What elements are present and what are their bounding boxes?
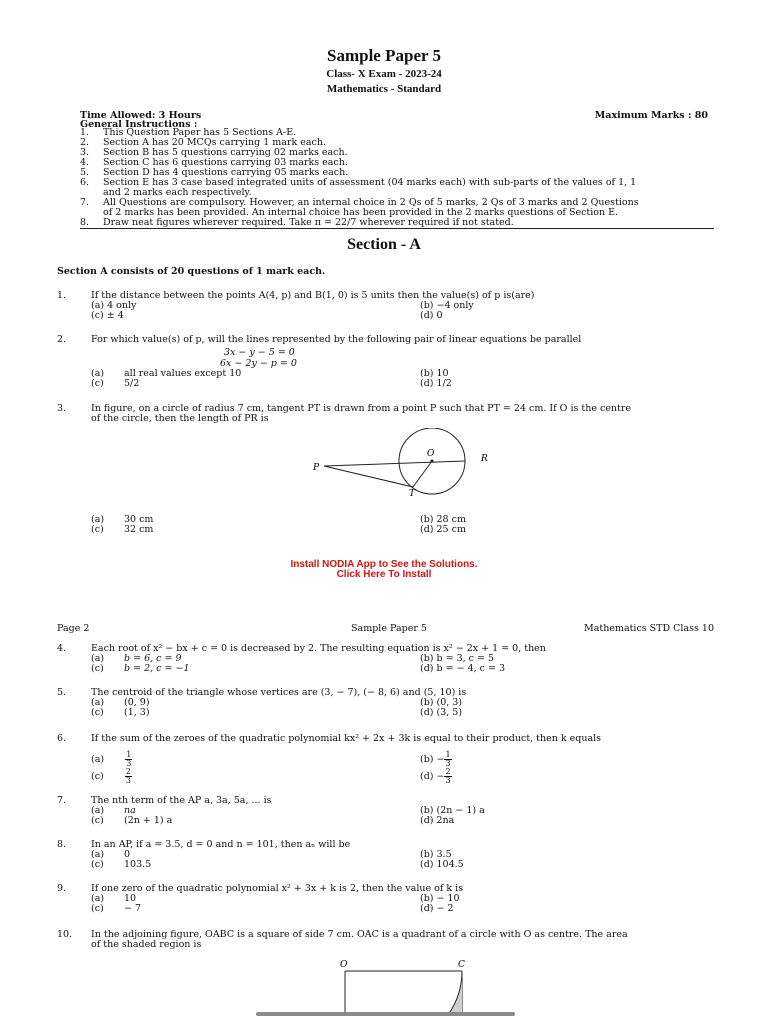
q6-option-c: (c) $\frac{2}{3}$ [91, 767, 131, 785]
q10-text: In the adjoining figure, OABC is a square of side 7 cm. OAC is a quadrant of a circle with O as centre. The area [91, 929, 628, 940]
q3-option-c: 32 cm [124, 524, 154, 535]
q5-option-b: (b) (0, 3) [420, 697, 463, 708]
q8-option-c-label: (c) [91, 859, 104, 870]
q9-number: 9. [57, 883, 67, 894]
running-title: Sample Paper 5 [351, 623, 427, 634]
q6-number: 6. [57, 733, 67, 744]
section-title: Section - A [347, 236, 421, 253]
q6-option-a: (a) $\frac{1}{3}$ [91, 750, 132, 768]
q3-text-line2: of the circle, then the length of PR is [91, 413, 269, 424]
fraction: $\frac{1}{3}$ [445, 750, 451, 768]
section-intro: Section A consists of 20 questions of 1 mark each. [57, 266, 326, 277]
q1-option-d: (d) 0 [420, 310, 443, 321]
time-allowed: Time Allowed: 3 Hours [80, 110, 202, 121]
q2-option-a-label: (a) [91, 368, 105, 379]
instruction-item: 3. Section B has 5 questions carrying 02 marks each. [80, 147, 348, 158]
label-c: C [458, 960, 465, 970]
q2-option-c: 5/2 [124, 378, 140, 389]
instruction-item: of 2 marks has been provided. An internal choice has been provided in the 2 marks questions of Section E. [103, 207, 619, 218]
q3-number: 3. [57, 403, 67, 414]
q4-option-b: (b) b = 3, c = 5 [420, 653, 495, 664]
click-to-install-link[interactable]: Click Here To Install [336, 569, 432, 580]
instruction-item: 5. Section D has 4 questions carrying 05 marks each. [80, 167, 349, 178]
q7-option-a: na [124, 805, 136, 816]
horizontal-scrollbar[interactable] [256, 1012, 515, 1016]
q9-option-a: 10 [124, 893, 137, 904]
q9-option-a-label: (a) [91, 893, 105, 904]
q7-option-b: (b) (2n − 1) a [420, 805, 485, 816]
q1-option-c: (c) ± 4 [91, 310, 124, 321]
q9-option-d: (d) − 2 [420, 903, 454, 914]
q8-option-b: (b) 3.5 [420, 849, 452, 860]
q3-option-a-label: (a) [91, 514, 105, 525]
q2-number: 2. [57, 334, 67, 345]
q3-option-a: 30 cm [124, 514, 154, 525]
q7-option-c-label: (c) [91, 815, 104, 826]
q6-option-d: (d) − $\frac{2}{3}$ [420, 767, 451, 785]
q10-text-line2: of the shaded region is [91, 939, 202, 950]
q1-option-b: (b) −4 only [420, 300, 474, 311]
q7-text: The nth term of the AP a, 3a, 5a, ... is [91, 795, 272, 806]
fraction: $\frac{1}{3}$ [126, 750, 132, 768]
instruction-item: 6. Section E has 3 case based integrated units of assessment (04 marks each) with sub-parts of the values of 1, 1 [80, 177, 637, 188]
subject-line: Mathematics - Standard [326, 83, 442, 95]
install-app-link[interactable]: Install NODIA App to See the Solutions. [290, 559, 478, 570]
q8-option-a-label: (a) [91, 849, 105, 860]
q8-text: In an AP, if a = 3.5, d = 0 and n = 101, then aₙ will be [91, 839, 351, 850]
q3-option-d: (d) 25 cm [420, 524, 466, 535]
instruction-list [80, 128, 639, 228]
label-o: O [427, 449, 435, 459]
instruction-item: 8. Draw neat figures wherever required. Take π = 22/7 wherever required if not stated. [80, 217, 514, 228]
q3-text: In figure, on a circle of radius 7 cm, tangent PT is drawn from a point P such that PT = 24 cm. If O is the centre [91, 403, 632, 414]
q5-option-c: (1, 3) [124, 707, 150, 718]
label-p: P [313, 463, 320, 473]
q4-option-a-label: (a) [91, 653, 105, 664]
instruction-item: 7. All Questions are compulsory. However, an internal choice in 2 Qs of 5 marks, 2 Qs of 3 marks and 2 Questions [80, 197, 639, 208]
paper-title: Sample Paper 5 [327, 46, 441, 65]
q2-equation-2: 6x − 2y − p = 0 [220, 358, 297, 369]
q2-equation-1: 3x − y − 5 = 0 [224, 347, 295, 358]
q4-text: Each root of x² − bx + c = 0 is decreased by 2. The resulting equation is x² − 2x + 1 = 0, then [91, 643, 546, 654]
maximum-marks: Maximum Marks : 80 [594, 110, 708, 121]
q7-number: 7. [57, 795, 67, 806]
q6-option-b: (b) − $\frac{1}{3}$ [420, 750, 451, 768]
q2-option-b: (b) 10 [420, 368, 449, 379]
q9-option-c-label: (c) [91, 903, 104, 914]
q5-option-d: (d) (3, 5) [420, 707, 463, 718]
q4-option-c: b = 2, c = −1 [124, 663, 190, 674]
q9-text: If one zero of the quadratic polynomial x² + 3x + k is 2, then the value of k is [91, 883, 464, 894]
q1-option-a: (a) 4 only [91, 300, 137, 311]
q5-option-a-label: (a) [91, 697, 105, 708]
q6-text: If the sum of the zeroes of the quadratic polynomial kx² + 2x + 3k is equal to their product, then k equals [91, 733, 602, 744]
q7-option-d: (d) 2na [420, 815, 455, 826]
instructions-heading: General Instructions : [80, 119, 198, 130]
instruction-item: and 2 marks each respectively. [103, 187, 252, 198]
q1-number: 1. [57, 290, 67, 301]
shaded-region [448, 971, 462, 1015]
q4-option-c-label: (c) [91, 663, 104, 674]
q4-number: 4. [57, 643, 67, 654]
q10-square-quadrant-figure [330, 955, 480, 1015]
q9-option-c: − 7 [124, 903, 142, 914]
q7-option-c: (2n + 1) a [124, 815, 173, 826]
running-subject: Mathematics STD Class 10 [583, 623, 714, 634]
label-t: T [409, 489, 416, 499]
label-o: O [340, 960, 348, 970]
instruction-item: 4. Section C has 6 questions carrying 03 marks each. [80, 157, 348, 168]
centre-point [431, 460, 434, 463]
q5-text: The centroid of the triangle whose vertices are (3, − 7), (− 8, 6) and (5, 10) is [91, 687, 467, 698]
q4-option-a: b = 6, c = 9 [124, 653, 182, 664]
radius-ot [413, 461, 432, 487]
q5-number: 5. [57, 687, 67, 698]
q9-option-b: (b) − 10 [420, 893, 460, 904]
q4-option-d: (d) b = − 4, c = 3 [420, 663, 506, 674]
q2-option-d: (d) 1/2 [420, 378, 452, 389]
q2-text: For which value(s) of p, will the lines represented by the following pair of linear equations be parallel [91, 334, 582, 345]
q10-number: 10. [57, 929, 73, 940]
q8-option-d: (d) 104.5 [420, 859, 464, 870]
q5-option-c-label: (c) [91, 707, 104, 718]
q3-option-c-label: (c) [91, 524, 104, 535]
secant-pr [324, 461, 465, 466]
q5-option-a: (0, 9) [124, 697, 150, 708]
fraction: $\frac{2}{3}$ [125, 767, 131, 785]
section-divider [80, 228, 714, 229]
page-number: Page 2 [57, 623, 90, 634]
q8-option-c: 103.5 [124, 859, 152, 870]
q3-circle-tangent-figure [300, 428, 520, 508]
q1-text: If the distance between the points A(4, p) and B(1, 0) is 5 units then the value(s) of p is(are) [91, 290, 535, 301]
fraction: $\frac{2}{3}$ [445, 767, 451, 785]
q8-number: 8. [57, 839, 67, 850]
class-line: Class- X Exam - 2023-24 [326, 68, 442, 80]
q3-option-b: (b) 28 cm [420, 514, 466, 525]
q2-option-a: all real values except 10 [124, 368, 242, 379]
q7-option-a-label: (a) [91, 805, 105, 816]
instruction-item: 1. This Question Paper has 5 Sections A-E. [80, 127, 297, 138]
q2-option-c-label: (c) [91, 378, 104, 389]
q8-option-a: 0 [124, 849, 131, 860]
label-r: R [481, 454, 488, 464]
instruction-item: 2. Section A has 20 MCQs carrying 1 mark each. [80, 137, 326, 148]
